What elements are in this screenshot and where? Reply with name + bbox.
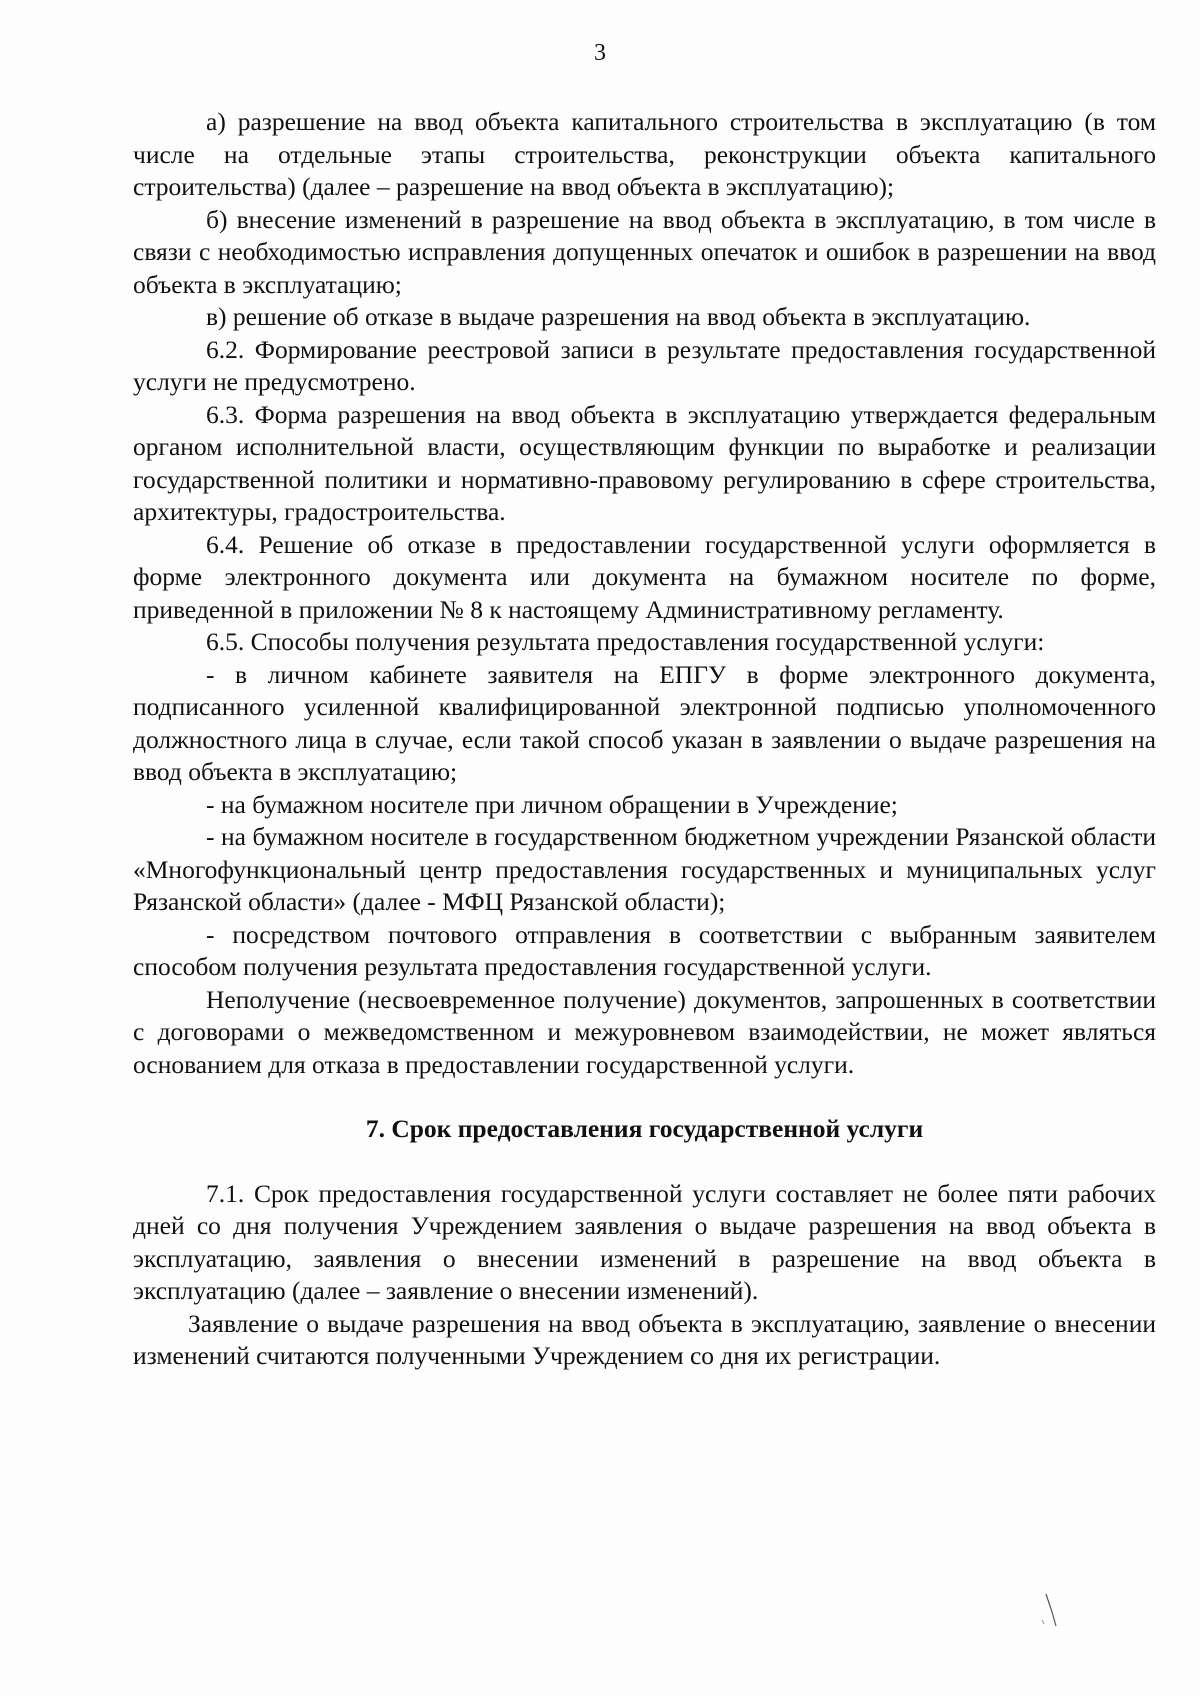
- paragraph-non-receipt: Неполучение (несвоевременное получение) документов, запрошенных в соответствии с договорами о межведомственном и межуровневом взаимодействии, не может являться основанием для отказа в предоставлении государственной услуги.: [133, 984, 1156, 1079]
- spacer: [133, 1081, 1156, 1113]
- paragraph-7-1: 7.1. Срок предоставления государственной услуги составляет не более пяти рабочих дней со дня получения Учреждением заявления о выдаче разрешения на ввод объекта в эксплуатацию, заявления о внесении изменений в разрешение на ввод объекта в эксплуатацию (далее – заявление о внесении изменений).: [133, 1178, 1156, 1305]
- spacer: [133, 1146, 1156, 1178]
- paragraph-6-1-c: в) решение об отказе в выдаче разрешения на ввод объекта в эксплуатацию.: [206, 302, 1031, 331]
- paragraph-6-5: 6.5. Способы получения результата предоставления государственной услуги:: [206, 627, 1045, 656]
- list-item-mfc: - на бумажном носителе в государственном бюджетном учреждении Рязанской области «Многофункциональный центр предоставления государственных и муниципальных услуг Рязанской области» (далее - МФЦ Рязанской области);: [133, 822, 1156, 916]
- section-heading: 7. Срок предоставления государственной услуги: [365, 1114, 924, 1143]
- scan-artifact-icon: [1040, 1590, 1060, 1630]
- paragraph-6-4: 6.4. Решение об отказе в предоставлении государственной услуги оформляется в форме электронного документа или документа на бумажном носителе по форме, приведенной в приложении № 8 к настоящему Административному регламенту.: [133, 529, 1156, 624]
- paragraph-6-1-b: б) внесение изменений в разрешение на ввод объекта в эксплуатацию, в том числе в связи с необходимостью исправления допущенных опечаток и ошибок в разрешении на ввод объекта в эксплуатацию;: [133, 204, 1156, 299]
- list-item-personal-visit: - на бумажном носителе при личном обращении в Учреждение;: [206, 789, 898, 819]
- paragraph-7-1-registration: Заявление о выдаче разрешения на ввод объекта в эксплуатацию, заявление о внесении изменений считаются полученными Учреждением со дня их регистрации.: [133, 1308, 1156, 1370]
- page-number: 3: [594, 40, 606, 66]
- paragraph-6-2: 6.2. Формирование реестровой записи в результате предоставления государственной услуги не предусмотрено.: [133, 334, 1156, 396]
- list-item-mail: - посредством почтового отправления в соответствии с выбранным заявителем способом получения результата предоставления государственной услуги.: [133, 919, 1156, 981]
- paragraph-6-1-a: а) разрешение на ввод объекта капитального строительства в эксплуатацию (в том числе на отдельные этапы строительства, реконструкции объекта капитального строительства) (далее – разрешение на ввод объекта в эксплуатацию);: [133, 107, 1156, 201]
- document-body: [133, 106, 1156, 1373]
- list-item-epgu: - в личном кабинете заявителя на ЕПГУ в форме электронного документа, подписанного усиленной квалифицированной электронной подписью уполномоченного должностного лица в случае, если такой способ указан в заявлении о выдаче разрешения на ввод объекта в эксплуатацию;: [133, 659, 1156, 786]
- paragraph-6-3: 6.3. Форма разрешения на ввод объекта в эксплуатацию утверждается федеральным органом исполнительной власти, осуществляющим функции по выработке и реализации государственной политики и нормативно-правовому регулированию в сфере строительства, архитектуры, градостроительства.: [133, 399, 1156, 526]
